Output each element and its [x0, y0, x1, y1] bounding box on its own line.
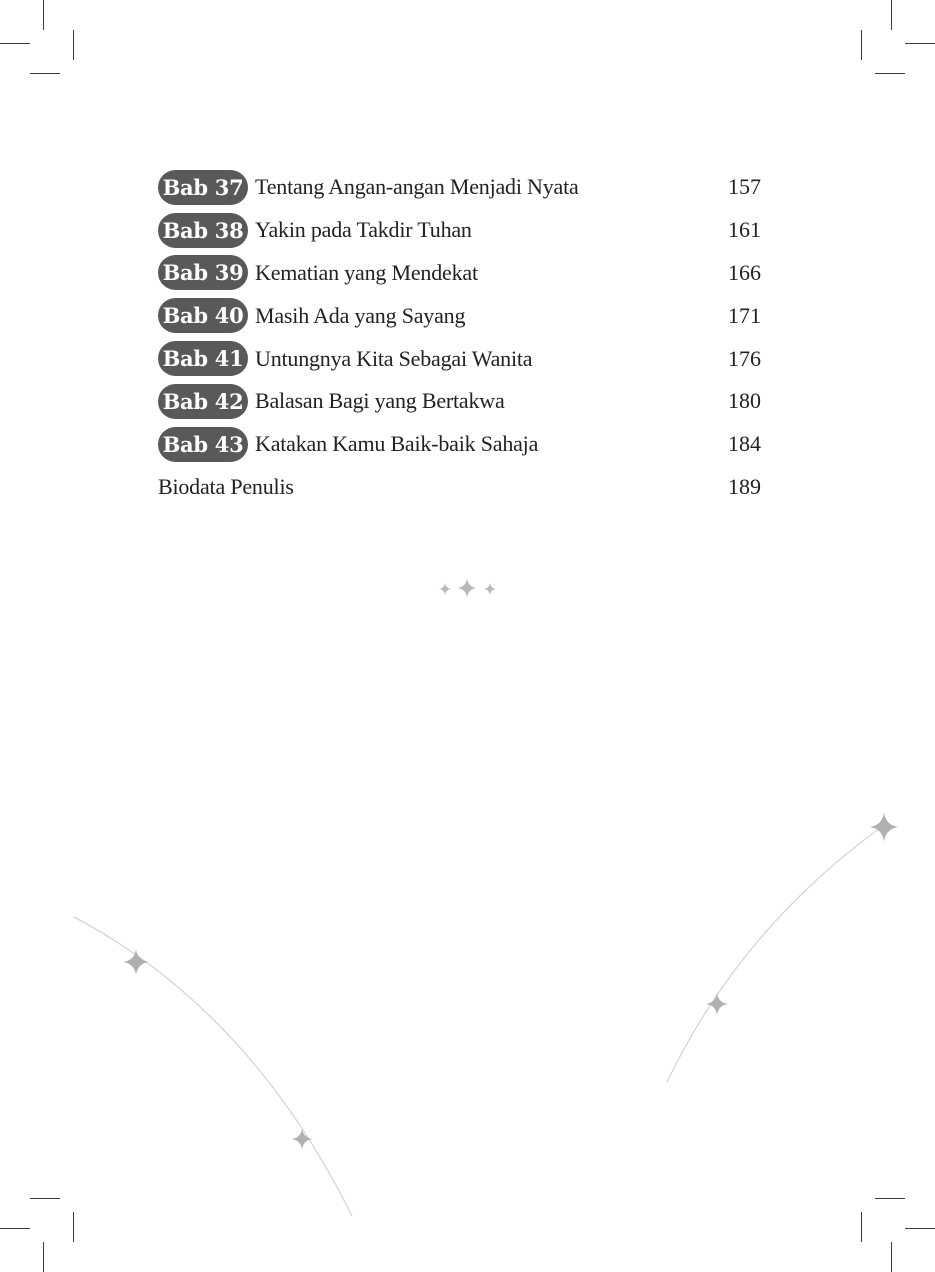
decorative-arc — [667, 828, 880, 1082]
page-number: 180 — [728, 388, 761, 414]
page-number: 171 — [728, 302, 761, 328]
chapter-title: Tentang Angan-angan Menjadi Nyata — [255, 174, 579, 200]
page-number: 176 — [728, 345, 761, 371]
chapter-title: Katakan Kamu Baik-baik Sahaja — [255, 431, 539, 457]
chapter-badge: Bab 43 — [158, 427, 248, 462]
page-number: 184 — [728, 431, 761, 457]
biodata-title: Biodata Penulis — [158, 473, 294, 499]
chapter-badge: Bab 41 — [158, 341, 248, 376]
sparkle-icon — [706, 993, 728, 1015]
sparkle-icon — [292, 1129, 313, 1150]
chapter-title: Yakin pada Takdir Tuhan — [255, 217, 472, 243]
page-number: 166 — [728, 259, 761, 285]
chapter-badge: Bab 38 — [158, 213, 248, 248]
sparkle-icon — [870, 813, 899, 842]
chapter-title: Masih Ada yang Sayang — [255, 302, 466, 328]
chapter-badge: Bab 42 — [158, 384, 248, 419]
chapter-title: Untungnya Kita Sebagai Wanita — [255, 345, 533, 371]
page-number: 157 — [728, 174, 761, 200]
chapter-badge: Bab 39 — [158, 255, 248, 290]
sparkle-icon — [123, 949, 149, 975]
page-number: 161 — [728, 217, 761, 243]
page-number: 189 — [728, 473, 761, 499]
chapter-title: Kematian yang Mendekat — [255, 259, 478, 285]
chapter-title: Balasan Bagi yang Bertakwa — [255, 388, 505, 414]
chapter-badge: Bab 37 — [158, 170, 248, 205]
decorative-arc — [74, 917, 352, 1216]
chapter-badge: Bab 40 — [158, 298, 248, 333]
sparkle-divider-icon — [439, 579, 496, 598]
